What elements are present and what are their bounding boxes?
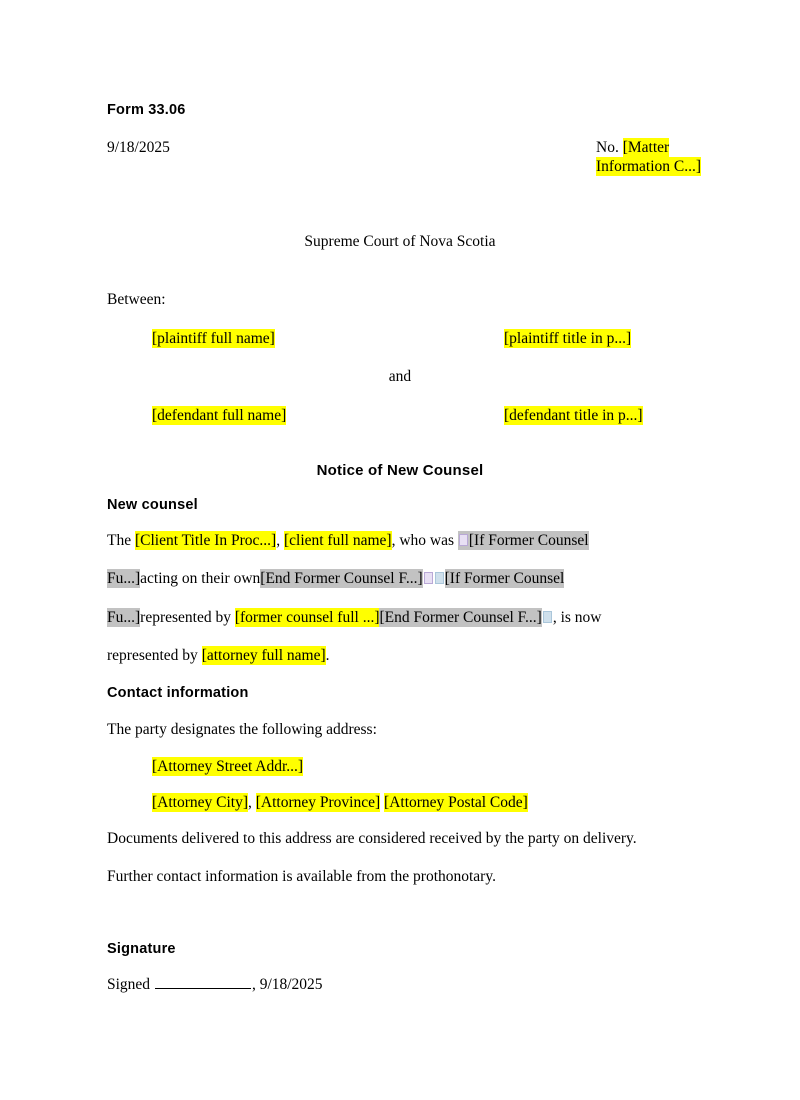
form-number: Form 33.06 bbox=[107, 102, 186, 118]
client-title-field[interactable]: [Client Title In Proc...] bbox=[134, 532, 277, 549]
plaintiff-title-row bbox=[504, 329, 631, 348]
signed-label: Signed bbox=[107, 976, 151, 993]
field-marker-icon bbox=[459, 534, 468, 546]
field-marker-icon bbox=[543, 611, 552, 623]
line3-text-a: represented by bbox=[140, 609, 235, 626]
line4-text-b: . bbox=[325, 647, 330, 664]
new-counsel-paragraph-line-2 bbox=[107, 570, 564, 588]
conditional-open-label-2-cont[interactable]: Fu...] bbox=[107, 609, 141, 626]
client-name-field[interactable]: [client full name] bbox=[283, 532, 392, 549]
matter-number-field[interactable]: [Matter Information C...] bbox=[596, 139, 702, 175]
document-title: Notice of New Counsel bbox=[316, 462, 484, 479]
plaintiff-name-field[interactable]: [plaintiff full name] bbox=[152, 330, 275, 347]
line1-text-c: , who was bbox=[391, 532, 458, 549]
defendant-row bbox=[152, 406, 286, 425]
former-counsel-name-field[interactable]: [former counsel full ...] bbox=[234, 609, 380, 626]
section-heading-new-counsel: New counsel bbox=[107, 497, 198, 513]
field-marker-icon bbox=[435, 572, 444, 584]
conditional-open-label-1-cont[interactable]: Fu...] bbox=[107, 570, 141, 587]
conditional-open-former-counsel-2[interactable]: [If Former Counsel bbox=[444, 570, 565, 587]
field-marker-icon bbox=[424, 572, 433, 584]
plaintiff-title-field[interactable]: [plaintiff title in p...] bbox=[504, 330, 632, 347]
section-heading-signature: Signature bbox=[107, 941, 176, 957]
attorney-postal-code-field[interactable]: [Attorney Postal Code] bbox=[384, 794, 528, 811]
signed-date: 9/18/2025 bbox=[259, 976, 323, 993]
document-date: 9/18/2025 bbox=[107, 139, 170, 156]
line1-text-a: The bbox=[107, 532, 135, 549]
new-counsel-paragraph-line-1 bbox=[107, 532, 589, 550]
line3-text-b: , is now bbox=[552, 609, 602, 626]
defendant-title-row bbox=[504, 406, 643, 425]
between-label: Between: bbox=[107, 291, 166, 308]
parties-conjunction: and bbox=[388, 368, 412, 385]
city-separator: , bbox=[248, 794, 256, 811]
defendant-name-field[interactable]: [defendant full name] bbox=[152, 407, 287, 424]
attorney-city-field[interactable]: [Attorney City] bbox=[152, 794, 248, 811]
matter-number-label: No. bbox=[596, 139, 619, 156]
attorney-province-field[interactable]: [Attorney Province] bbox=[255, 794, 381, 811]
matter-number-block bbox=[596, 138, 702, 176]
attorney-street-row bbox=[152, 757, 303, 776]
attorney-city-province-postal-row bbox=[152, 793, 528, 812]
further-contact-note: Further contact information is available from the prothonotary. bbox=[107, 868, 496, 885]
conditional-end-former-counsel-1[interactable]: [End Former Counsel F...] bbox=[260, 570, 423, 587]
conditional-open-label-1: [If Former Counsel bbox=[468, 532, 589, 549]
delivery-note: Documents delivered to this address are considered received by the party on delivery. bbox=[107, 830, 637, 847]
conditional-end-former-counsel-2[interactable]: [End Former Counsel F...] bbox=[379, 609, 542, 626]
new-counsel-paragraph-line-4 bbox=[107, 647, 330, 665]
line4-text-a: represented by bbox=[107, 647, 202, 664]
signature-blank-line[interactable] bbox=[155, 977, 251, 989]
signature-line-row bbox=[107, 975, 323, 994]
line2-text-a: acting on their own bbox=[140, 570, 261, 587]
section-heading-contact-information: Contact information bbox=[107, 685, 249, 701]
line1-text-b: , bbox=[276, 532, 284, 549]
attorney-street-field[interactable]: [Attorney Street Addr...] bbox=[152, 758, 304, 775]
plaintiff-row bbox=[152, 329, 275, 348]
court-name: Supreme Court of Nova Scotia bbox=[304, 233, 496, 250]
defendant-title-field[interactable]: [defendant title in p...] bbox=[504, 407, 643, 424]
new-counsel-paragraph-line-3 bbox=[107, 609, 602, 627]
signed-separator: , bbox=[251, 976, 260, 993]
attorney-name-field[interactable]: [attorney full name] bbox=[201, 647, 326, 664]
conditional-open-former-counsel-1[interactable] bbox=[458, 531, 589, 550]
contact-intro-text: The party designates the following address: bbox=[107, 721, 377, 738]
